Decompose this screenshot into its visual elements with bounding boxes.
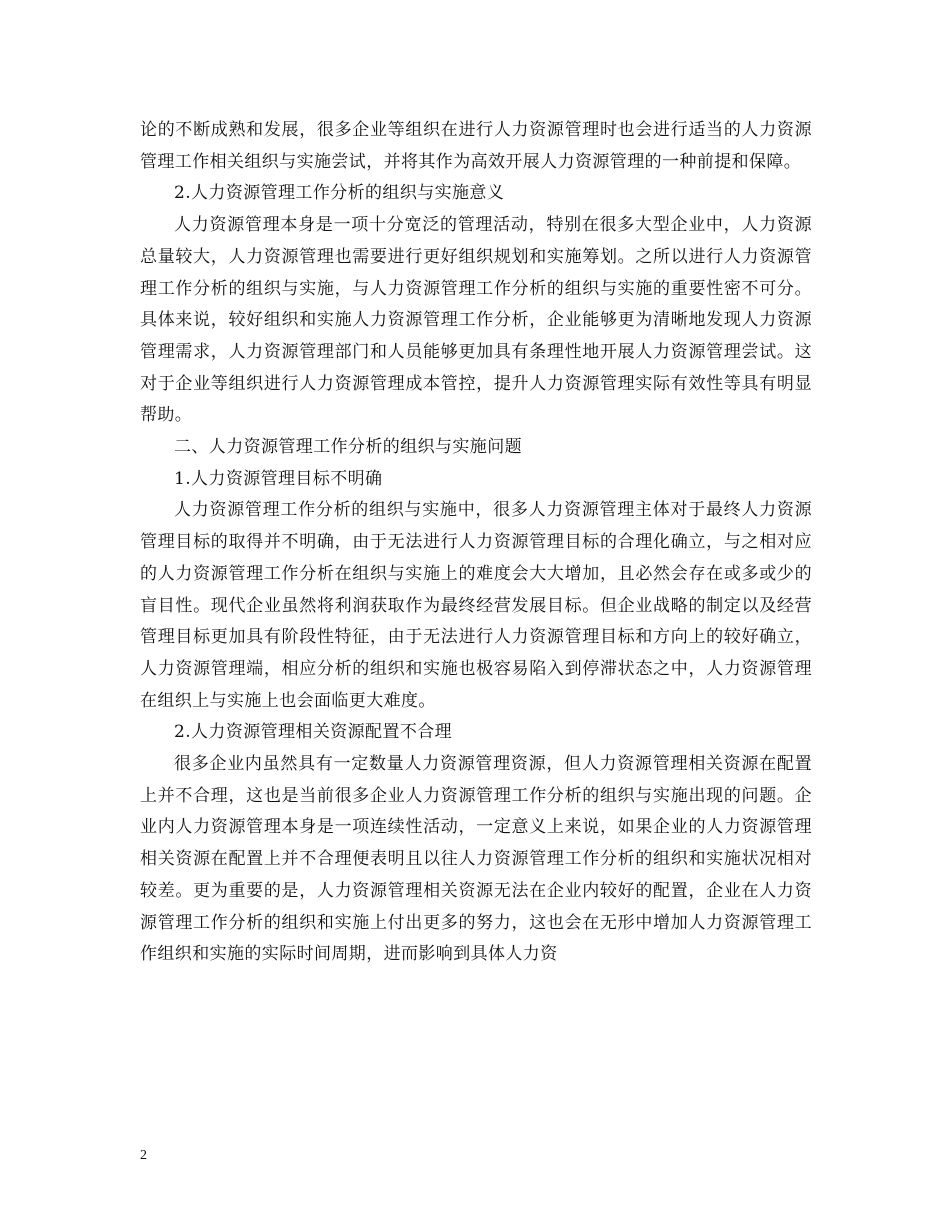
page-number: 2 bbox=[140, 1148, 147, 1163]
subsection-heading-resources: 2.人力资源管理相关资源配置不合理 bbox=[174, 722, 453, 743]
paragraph: 很多企业内虽然具有一定数量人力资源管理资源，但人力资源管理相关资源在配置上并不合理，这也是当前很多企业人力资源管理工作分析的组织与实施出现的问题。企业内人力资源管理本身是一项连续性活动，一定意义上来说，如果企业的人力资源管理相关资源在配置上并不合理便表明且以往人力资源管理工作分析的组织和实施状况相对较差。更为重要的是，人力资源管理相关资源无法在企业内较好的配置，企业在人力资源管理工作分析的组织和实施上付出更多的努力，这也会在无形中增加人力资源管理工作组织和实施的实际时间周期，进而影响到具体人力资 bbox=[140, 754, 812, 965]
subsection-heading-goals: 1.人力资源管理目标不明确 bbox=[174, 468, 383, 489]
paragraph: 人力资源管理本身是一项十分宽泛的管理活动，特别在很多大型企业中，人力资源总量较大，人力资源管理也需要进行更好组织规划和实施筹划。之所以进行人力资源管理工作分析的组织与实施，与人力资源管理工作分析的组织与实施的重要性密不可分。具体来说，较好组织和实施人力资源管理工作分析，企业能够更为清晰地发现人力资源管理需求，人力资源管理部门和人员能够更加具有条理性地开展人力资源管理尝试。这对于企业等组织进行人力资源管理成本管控，提升人力资源管理实际有效性等具有明显帮助。 bbox=[140, 215, 812, 426]
paragraph-continued: 论的不断成熟和发展，很多企业等组织在进行人力资源管理时也会进行适当的人力资源管理工作相关组织与实施尝试，并将其作为高效开展人力资源管理的一种前提和保障。 bbox=[140, 120, 812, 172]
paragraph: 人力资源管理工作分析的组织与实施中，很多人力资源管理主体对于最终人力资源管理目标的取得并不明确，由于无法进行人力资源管理目标的合理化确立，与之相对应的人力资源管理工作分析在组织与实施上的难度会大大增加，且必然会存在或多或少的盲目性。现代企业虽然将利润获取作为最终经营发展目标。但企业战略的制定以及经营管理目标更加具有阶段性特征，由于无法进行人力资源管理目标和方向上的较好确立，人力资源管理端，相应分析的组织和实施也极容易陷入到停滞状态之中，人力资源管理在组织上与实施上也会面临更大难度。 bbox=[140, 500, 812, 711]
section-heading-significance: 2.人力资源管理工作分析的组织与实施意义 bbox=[174, 183, 505, 204]
document-body bbox=[140, 115, 812, 971]
section-heading-problems: 二、人力资源管理工作分析的组织与实施问题 bbox=[174, 437, 522, 458]
